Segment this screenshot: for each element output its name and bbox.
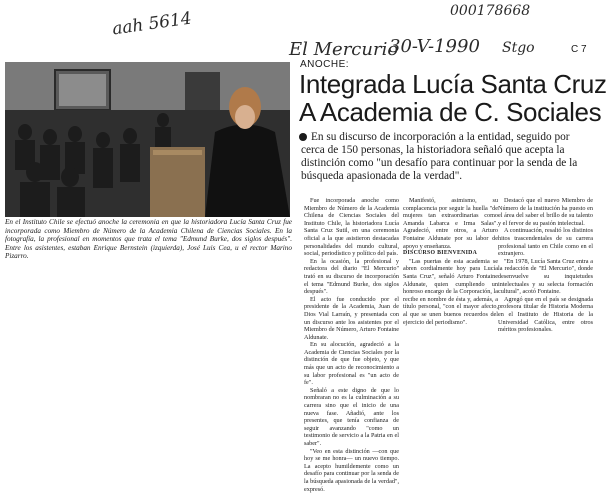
handwritten-newspaper-name: El Mercurio (289, 39, 399, 60)
ceremony-photo (5, 62, 290, 217)
headline-line-2: A Academia de C. Sociales (299, 97, 602, 127)
paragraph: "Veo en esta distinción —con que hoy se me honra— un nuevo tiempo. La acepto humildemente como un desafío para continuar por la senda de la búsqueda apasionada de la verdad", expresó. (304, 447, 399, 493)
ceremony-photo-graphic (5, 62, 290, 217)
paragraph: Señaló a este digno de que lo nombraran no es la culminación a su carrera sino que el inicio de una nueva fase. Añadió, ante los presentes, que tenía confianza de seguir avanzando "como un testimonio de servicio a la Patria en el saber". (304, 386, 399, 447)
section-subhead: DISCURSO BIENVENIDA (403, 250, 478, 257)
paragraph: En su alocución, agradeció a la Academia de Ciencias Sociales por la distinción de que fue objeto, y que más que un acto de reconocimiento a su labor profesional es "un acto de fe". (304, 341, 399, 387)
lead-paragraph: En su discurso de incorporación a la entidad, seguido por cerca de 150 personas, la historiadora señaló que acepta la distinción como "un desafío para continuar por la senda de la búsqueda apasionada de la verdad". (301, 131, 578, 182)
paragraph: A continuación, resaltó los distintos hitos trascendentales de su carrera profesional tanto en Chile como en el extranjero. (498, 227, 593, 258)
paragraph: Manifestó, asimismo, su complacencia por seguir la huella "de mujeres tan extraordinarias como Amanda Labarca e Irma Salas". Agradeció, entre otros, a Arturo Fontaine Aldunate por su labor de apoyo y enseñanza. (403, 197, 498, 250)
handwritten-record-number: 000178668 (450, 3, 531, 19)
paragraph: Fue incorporada anoche como Miembro de Número de la Academia Chilena de Ciencias Sociales del Instituto Chile, la historiadora Lucía Santa Cruz Sutil, en una ceremonia oficial a la que asistieron destacadas personalidades del mundo cultural, social, periodístico y político del país. (304, 197, 399, 258)
paragraph: Agregó que en el país se designada profesora titular de Historia Moderna en el Instituto de Historia de la Universidad Católica, entre otros méritos profesionales. (498, 295, 593, 334)
photo-caption: En el Instituto Chile se efectuó anoche la ceremonia en que la historiadora Lucía Santa Cruz fue incorporada como Miembro de Número de la Academia Chilena de Ciencias Sociales. En la fotografía, la profesional en momentos que trata el tema "Edmund Burke, dos siglos después". Entre los asistentes, estaban Enrique Bernstein (izquierda), José Luis Cea, u el rector Marino Pizarro. (5, 218, 292, 261)
body-column-1 (304, 197, 399, 493)
paragraph: "Las puertas de esta academia se abren cordialmente hoy para Lucía Santa Cruz", señaló Arturo Fontaine Aldunate, quien cumpliendo un honroso encargo de la Corporación, la recibe en nombre de ésta y, además, a título personal, "con el mayor afecto, al que se unen buenos recuerdos del ejercicio del periodismo". (403, 257, 498, 326)
paragraph: Destacó que el nuevo Miembro de Número de la institución ha puesto en el área del saber el brillo de su talento y el fervor de su pasión intelectual. (498, 197, 593, 227)
paragraph: "En 1978, Lucía Santa Cruz entra a la redacción de "El Mercurio", donde desenvuelve su inquietudes intelectuales y su selecta formación cultural", acotó Fontaine. (498, 257, 593, 296)
page-number: C 7 (571, 44, 587, 55)
body-column-3 (498, 197, 593, 452)
kicker: ANOCHE: (300, 59, 350, 70)
headline-line-1: Integrada Lucía Santa Cruz (299, 69, 607, 99)
paragraph: El acto fue conducido por el presidente de la Academia, Juan de Dios Vial Larraín, y presentada con un discurso ante los asistentes por el Miembro de Número, Arturo Fontaine Aldunate. (304, 295, 399, 341)
handwritten-date: 30-V-1990 (389, 36, 480, 57)
paragraph: En la ocasión, la profesional y redactora del diario "El Mercurio" trató en su discurso de incorporación el tema "Edmund Burke, dos siglos después". (304, 257, 399, 296)
headline (299, 69, 607, 127)
body-column-2 (403, 197, 498, 455)
handwritten-place: Stgo (502, 40, 535, 56)
handwritten-archive-code: aah 5614 (110, 8, 193, 40)
